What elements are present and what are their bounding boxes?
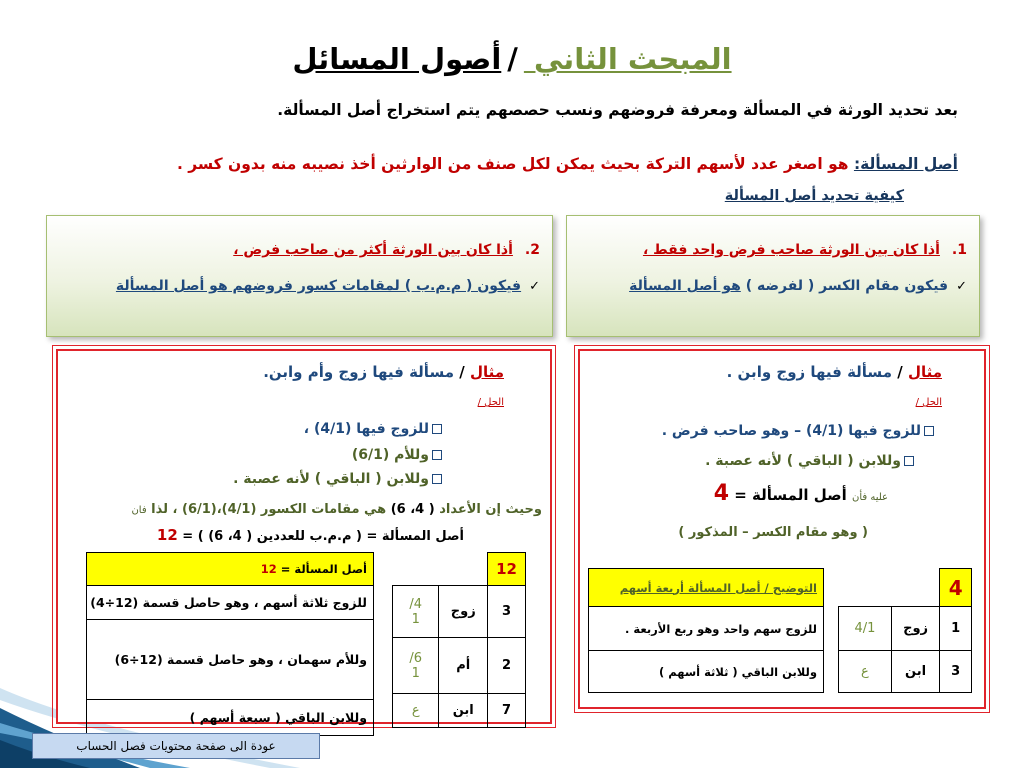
page-title [0,42,1024,76]
example-2-row-3-note: وللابن الباقي ( سبعة أسهم ) [87,700,374,736]
example-2-row-2-heir: أم [439,638,488,694]
table-row [839,569,972,607]
example-2-row-1-share: 3 [488,586,526,638]
case-1-box [566,215,980,337]
example-2-header-note: أصل المسألة = [276,562,367,576]
example-2-title [263,363,504,381]
example-2-line-4-mid: هي مقامات الكسور (4/1)،(6/1) ، لذا [146,502,387,517]
empty-cell [393,553,439,586]
empty-cell [839,569,892,607]
example-1-result-mid: أصل المسألة = [729,486,852,504]
case-1-rule-pre: فيكون مقام الكسر ( لفرضه ) [740,278,949,294]
example-1-result [714,481,888,506]
table-row [393,586,526,638]
case-2-rule-pre: فيكون ( م.م.ب ) لمقامات كسور فروضهم [227,278,522,294]
example-1-row-2-note: وللابن الباقي ( ثلاثة أسهم ) [589,651,824,693]
example-2-slash: / [454,363,470,381]
example-2-row-2-share: 2 [488,638,526,694]
intro-text: بعد تحديد الورثة في المسألة ومعرفة فروضهم ونسب حصصهم يتم استخراج أصل المسألة. [277,101,958,119]
example-2-row-3-share: 7 [488,694,526,728]
example-1-row-1-fraction: 4/1 [839,607,892,651]
example-1-row-2-heir: ابن [891,651,940,693]
example-2-line-1 [304,421,442,437]
checkbox-bullet-icon [432,424,442,434]
table-row [393,638,526,694]
case-2-number: 2. [524,242,540,258]
example-1-line-1 [662,423,934,439]
example-2-line-2-text: وللأم (6/1) [351,447,429,463]
check-icon: ✓ [956,279,967,294]
example-1-row-2-fraction: ع [839,651,892,693]
table-row [589,569,824,607]
example-1-row-2-share: 3 [940,651,972,693]
example-1-line-1-text: للزوج فيها (4/1) – وهو صاحب فرض . [661,423,921,439]
definition [78,155,958,173]
case-1-rule [579,278,967,294]
solution-label-text: الحل / [915,397,942,408]
case-1-number: 1. [951,242,967,258]
example-1-explain-table [588,568,824,693]
table-row [87,620,374,700]
checkbox-bullet-icon [904,456,914,466]
example-2-line-4 [131,502,542,517]
table-row [393,694,526,728]
table-cell [87,553,374,586]
empty-cell [439,553,488,586]
example-2-header-value: 12 [260,562,277,576]
example-2-line-5-text: أصل المسألة = ( م.م.ب للعددين ( 4، 6) ) = [177,529,464,544]
checkbox-bullet-icon [924,426,934,436]
title-slash: / [507,42,518,76]
title-main: المبحث الثاني [523,42,732,76]
example-1-slash: / [892,363,908,381]
definition-label: أصل المسألة: [853,155,958,173]
example-2-row-1-fraction: 4/ 1 [393,586,439,638]
example-1-row-1-note: للزوج سهم واحد وهو ربع الأربعة . [589,607,824,651]
howto-heading: كيفية تحديد أصل المسألة [724,188,904,204]
example-2-line-3 [233,471,442,487]
example-2-line-3-text: وللابن ( الباقي ) لأنه عصبة . [233,471,429,487]
example-1-body: مسألة فيها زوج وابن . [726,363,892,381]
example-1-line-2-text: وللابن ( الباقي ) لأنه عصبة . [705,453,901,469]
example-2-box [56,349,552,724]
example-1-box [578,349,986,709]
case-1-title-text: أذا كان بين الورثة صاحب فرض واحد فقط ، [642,242,940,258]
example-1-label: مثال [907,363,942,381]
case-2-title-text: أذا كان بين الورثة أكثر من صاحب فرض ، [233,242,513,258]
example-2-line-4-nums: ( 4، 6) [386,502,435,517]
example-2-line-2 [352,447,442,463]
example-2-row-2-fraction: 6/ 1 [393,638,439,694]
example-1-header-note: التوضيح / أصل المسألة أربعة أسهم [619,580,817,595]
example-2-row-2-note: وللأم سهمان ، وهو حاصل قسمة (12÷6) [87,620,374,700]
case-2-rule [59,278,540,294]
example-1-row-1-heir: زوج [891,607,940,651]
checkbox-bullet-icon [432,450,442,460]
case-2-title [59,242,540,258]
example-1-note: ( وهو مقام الكسر – المذكور ) [678,525,868,540]
table-row [589,607,824,651]
table-cell [589,569,824,607]
example-2-line-1-text: للزوج فيها (4/1) ، [303,421,429,437]
table-row [87,586,374,620]
case-2-rule-post: هو أصل المسألة [115,278,228,294]
example-2-base-number: 12 [488,553,526,586]
example-2-body: مسألة فيها زوج وأم وابن. [263,363,454,381]
table-row [87,700,374,736]
example-2-line-5 [157,526,464,544]
example-2-line-4-fan: فان [131,505,147,516]
table-row [839,651,972,693]
example-1-title [727,363,942,381]
example-2-explain-table [86,552,374,736]
empty-cell [891,569,940,607]
example-1-line-2 [705,453,914,469]
example-2-row-3-heir: ابن [439,694,488,728]
table-row [87,553,374,586]
example-2-line-4-pre: وحيث إن الأعداد [434,502,542,517]
solution-label-text: الحل / [477,397,504,408]
definition-text: هو اصغر عدد لأسهم التركة بحيث يمكن لكل صنف من الوارثين أخذ نصيبه منه بدون كسر . [176,155,854,173]
example-1-result-pre: عليه فأن [851,492,888,503]
case-2-box [46,215,553,337]
example-2-line-5-value: 12 [156,526,178,544]
example-2-row-1-heir: زوج [439,586,488,638]
example-1-row-1-share: 1 [940,607,972,651]
table-row [839,607,972,651]
case-1-title [579,242,967,258]
example-2-solution-label [478,397,504,408]
back-to-contents-button[interactable]: عودة الى صفحة محتويات فصل الحساب [32,733,320,759]
table-row [393,553,526,586]
example-2-row-1-note: للزوج ثلاثة أسهم ، وهو حاصل قسمة (12÷4) [87,586,374,620]
example-2-heirs-table [392,552,526,728]
table-row [589,651,824,693]
check-icon: ✓ [529,279,540,294]
example-1-result-value: 4 [713,481,730,506]
checkbox-bullet-icon [432,474,442,484]
example-2-row-3-fraction: ع [393,694,439,728]
example-2-label: مثال [469,363,504,381]
title-sub: أصول المسائل [292,42,502,76]
example-1-base-number: 4 [940,569,972,607]
case-1-rule-post: هو أصل المسألة [629,278,741,294]
example-1-heirs-table [838,568,972,693]
example-1-solution-label [916,397,942,408]
